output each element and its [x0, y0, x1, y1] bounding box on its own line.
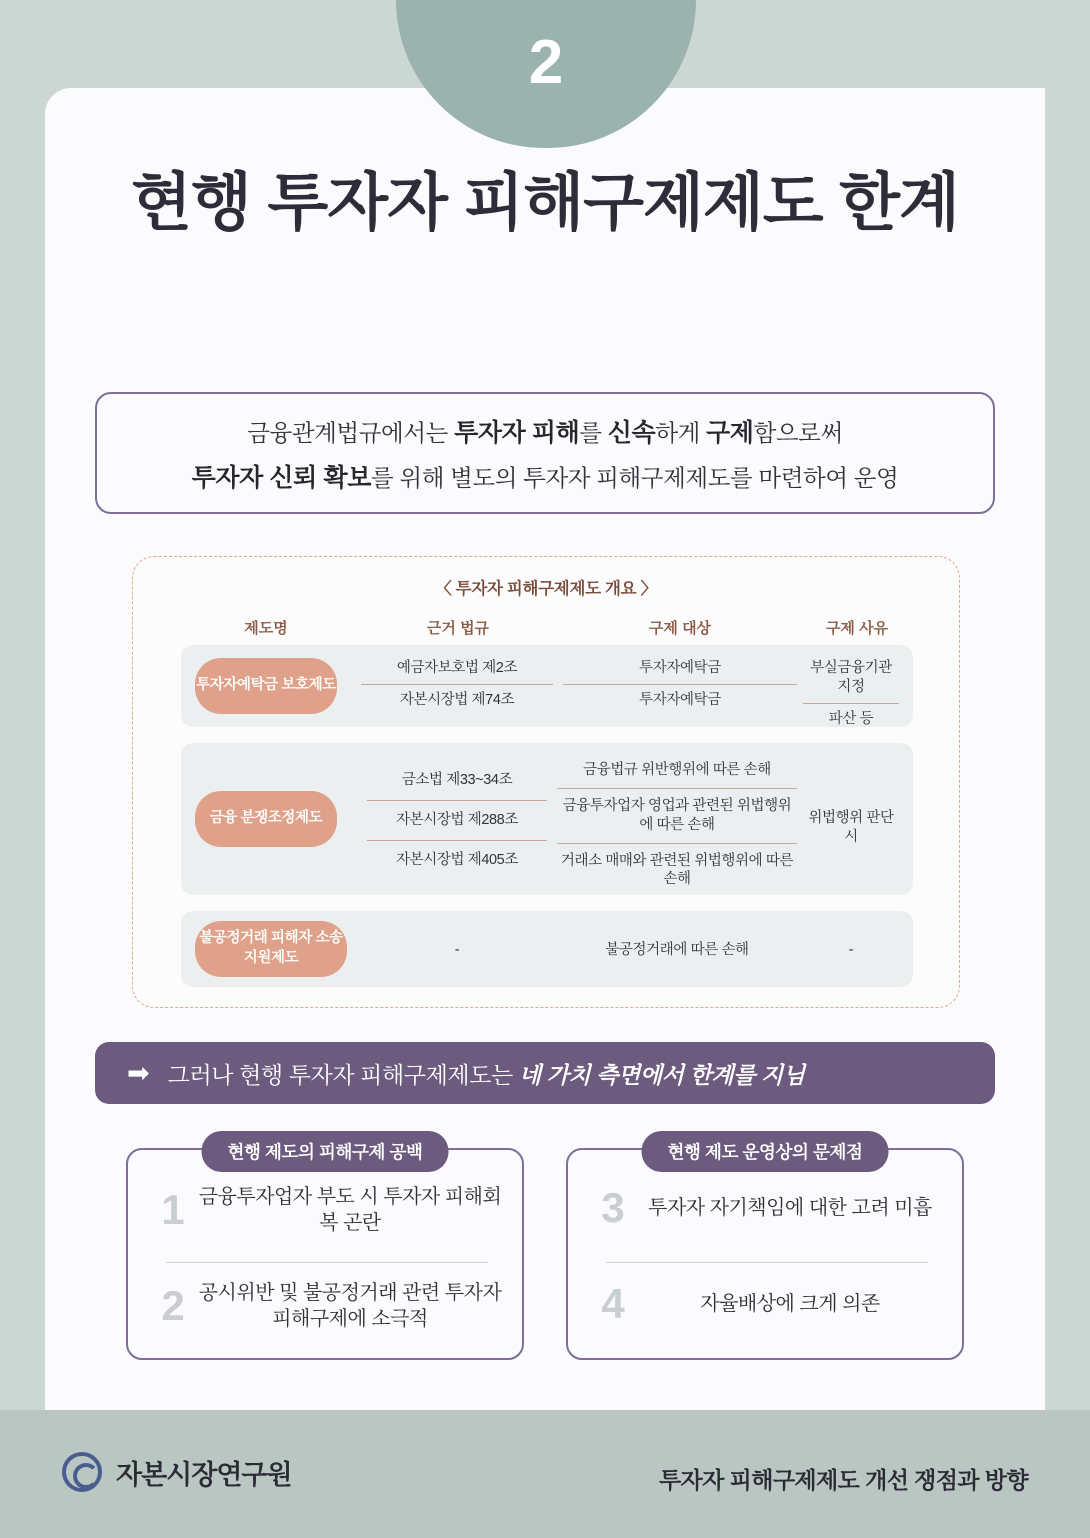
footer-subject: 투자자 피해구제제도 개선 쟁점과 방향	[658, 1467, 1028, 1493]
column-header-law: 근거 법규	[426, 620, 490, 637]
lead-line1-part-e: 하게	[655, 419, 707, 446]
column-header-reason: 구제 사유	[825, 620, 889, 637]
conclusion-banner	[95, 1042, 995, 1104]
lead-line2-part-b: 를 위해 별도의 투자자 피해구제제도를 마련하여 운영	[370, 464, 899, 491]
item-text: 공시위반 및 불공정거래 관련 투자자 피해구제에 소극적	[198, 1282, 502, 1330]
banner-text-part-a: 그러나 현행 투자자 피해구제제도는	[167, 1061, 519, 1088]
table-cell: -	[848, 942, 854, 958]
lead-line1-part-f: 구제	[706, 418, 754, 447]
issue-card-heading: 현행 제도의 피해구제 공백	[202, 1131, 449, 1172]
lead-line-1	[247, 413, 843, 449]
issue-card-heading: 현행 제도 운영상의 문제점	[642, 1131, 889, 1172]
footer	[0, 1410, 1090, 1538]
table-cell: 자본시장법 제288조	[367, 801, 547, 841]
page-title: 현행 투자자 피해구제제도 한계	[131, 168, 959, 238]
table-cell: 자본시장법 제74조	[399, 691, 515, 708]
column-header-target: 구제 대상	[648, 620, 712, 637]
table-cell: 금소법 제33~34조	[367, 761, 547, 801]
circle-logo-icon	[62, 1452, 102, 1492]
table-cell: -	[454, 942, 460, 958]
banner-text-part-b: 네 가치 측면에서 한계를 지님	[518, 1061, 805, 1088]
system-pill: 불공정거래 피해자 소송지원제도	[195, 921, 347, 977]
item-number: 1	[161, 1186, 185, 1233]
table-row	[181, 911, 913, 987]
table-cell: 파산 등	[828, 710, 874, 727]
lead-statement-box	[95, 392, 995, 514]
table-row	[181, 743, 913, 895]
issue-card-operation	[566, 1142, 964, 1360]
lead-line1-part-b: 투자자 피해	[454, 418, 580, 447]
table-cell: 투자자예탁금	[563, 653, 797, 685]
divider	[606, 1262, 928, 1263]
table-cell: 투자자예탁금	[639, 691, 721, 708]
item-number: 2	[161, 1282, 185, 1329]
table-cell: 예금자보호법 제2조	[361, 653, 553, 685]
column-header-system: 제도명	[244, 620, 288, 637]
item-number: 3	[601, 1184, 625, 1231]
table-cell: 자본시장법 제405조	[396, 851, 518, 868]
list-item	[590, 1280, 944, 1328]
item-text: 금융투자업자 부도 시 투자자 피해회복 곤란	[198, 1186, 502, 1234]
item-number: 4	[601, 1280, 625, 1327]
overview-table	[132, 556, 960, 1008]
banner-text	[168, 1057, 805, 1090]
list-item	[150, 1280, 504, 1332]
list-item	[150, 1184, 504, 1236]
system-pill: 금융 분쟁조정제도	[195, 791, 337, 847]
section-number: 2	[528, 28, 564, 97]
issue-card-gap	[126, 1142, 524, 1360]
lead-line1-part-a: 금융관계법규에서는	[247, 419, 455, 446]
table-cell: 위법행위 판단 시	[808, 810, 894, 845]
lead-line-2	[192, 458, 899, 494]
lead-line1-part-d: 신속	[607, 418, 656, 447]
table-cell: 거래소 매매와 관련된 위법행위에 따른 손해	[560, 852, 794, 888]
divider	[166, 1262, 488, 1263]
system-pill: 투자자예탁금 보호제도	[195, 658, 337, 714]
table-cell: 불공정거래에 따른 손해	[605, 942, 749, 958]
table-cell: 금융법규 위반행위에 따른 손해	[557, 753, 797, 789]
lead-line1-part-g: 함으로써	[753, 419, 843, 446]
arrow-right-icon: ➡	[127, 1057, 150, 1088]
lead-line2-part-a: 투자자 신뢰 확보	[191, 463, 371, 492]
table-title: 〈 투자자 피해구제제도 개요 〉	[435, 580, 657, 598]
list-item	[590, 1184, 944, 1232]
table-cell: 부실금융기관 지정	[803, 653, 899, 704]
lead-line1-part-c: 를	[579, 419, 608, 446]
table-row	[181, 645, 913, 727]
item-text: 자율배상에 크게 의존	[700, 1293, 880, 1315]
logo-text: 자본시장연구원	[116, 1459, 292, 1490]
table-cell: 금융투자업자 영업과 관련된 위법행위에 따른 손해	[557, 789, 797, 844]
logo	[62, 1452, 292, 1492]
item-text: 투자자 자기책임에 대한 고려 미흡	[648, 1197, 932, 1219]
